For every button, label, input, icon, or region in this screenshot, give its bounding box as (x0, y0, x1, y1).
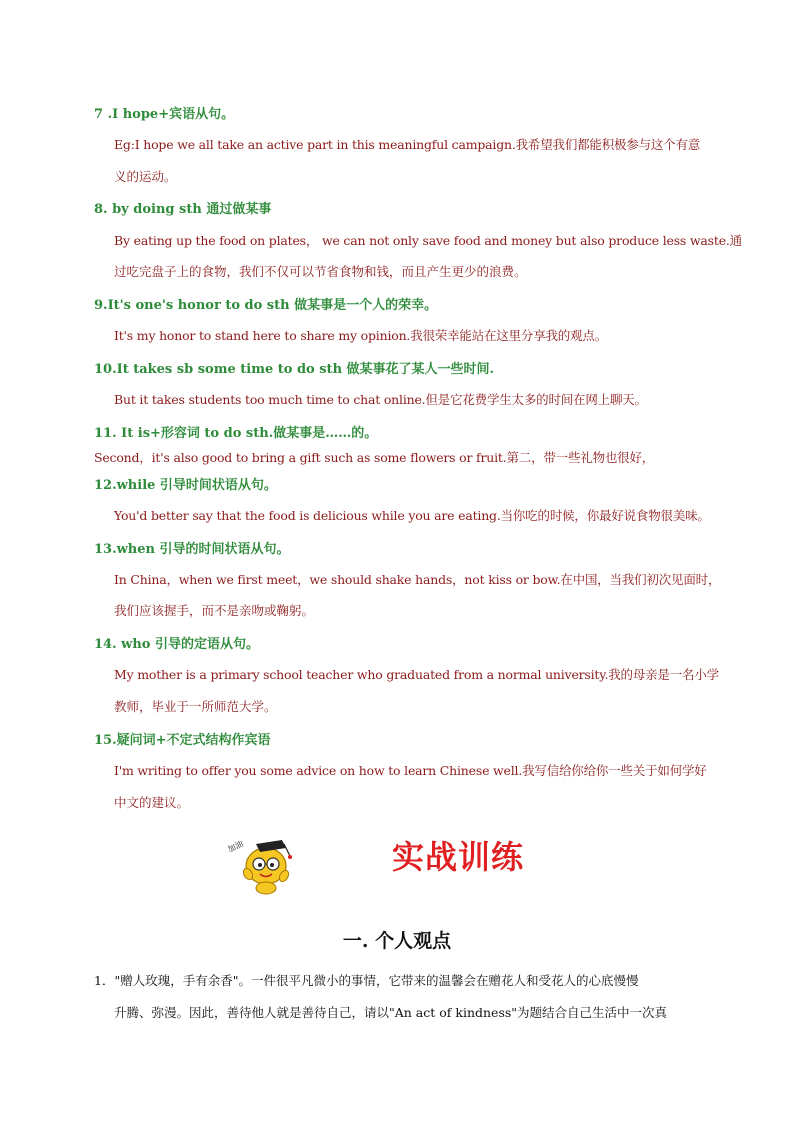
item-15-heading: 15.疑问词+不定式结构作宾语 (94, 733, 271, 748)
item-14-heading: 14. who 引导的定语从句。 (94, 637, 259, 652)
item-12-example-line-1: You'd better say that the food is delicious while you are eating.当你吃的时候，你最好说食物很美味。 (114, 508, 710, 523)
item-14-example-line-1: My mother is a primary school teacher who graduated from a normal university.我的母亲是一名小学 (114, 667, 719, 682)
item-13-example-line-1: In China，when we first meet，we should shake hands，not kiss or bow.在中国，当我们初次见面时， (114, 572, 721, 587)
item-9-heading: 9.It's one's honor to do sth 做某事是一个人的荣幸。 (94, 298, 438, 313)
question-1-line-1: 1．"赠人玫瑰，手有余香"。一件很平凡微小的事情，它带来的温馨会在赠花人和受花人的心底慢慢 (94, 973, 639, 988)
item-7-example-line-1: Eg:I hope we all take an active part in this meaningful campaign.我希望我们都能积极参与这个有意 (114, 137, 701, 152)
section-title: 一. 个人观点 (342, 930, 452, 952)
item-8-example-line-1: By eating up the food on plates， we can not only save food and money but also produce less waste.通 (114, 233, 742, 248)
item-11-example-line-1: Second，it's also good to bring a gift such as some flowers or fruit.第二，带一些礼物也很好， (94, 450, 655, 465)
item-8-example-line-2: 过吃完盘子上的食物，我们不仅可以节省食物和钱，而且产生更少的浪费。 (114, 264, 527, 279)
item-10-heading: 10.It takes sb some time to do sth 做某事花了某人一些时间. (94, 362, 495, 377)
item-13-heading: 13.when 引导的时间状语从句。 (94, 542, 290, 557)
practice-banner-title: 实战训练 (392, 838, 525, 876)
question-1-line-2: 升腾、弥漫。因此，善待他人就是善待自己，请以"An act of kindness"为题结合自己生活中一次真 (114, 1005, 668, 1020)
item-7-heading: 7 .I hope+宾语从句。 (94, 107, 235, 122)
mascot-text: 加油 (226, 839, 245, 855)
item-10-example-line-1: But it takes students too much time to chat online.但是它花费学生太多的时间在网上聊天。 (114, 392, 647, 407)
item-9-example-line-1: It's my honor to stand here to share my opinion.我很荣幸能站在这里分享我的观点。 (114, 328, 608, 343)
item-13-example-line-2: 我们应该握手，而不是亲吻或鞠躬。 (114, 603, 315, 618)
item-8-heading: 8. by doing sth 通过做某事 (94, 202, 272, 217)
item-11-heading: 11. It is+形容词 to do sth.做某事是……的。 (94, 426, 378, 441)
item-7-example-line-2: 义的运动。 (114, 169, 177, 184)
item-15-example-line-2: 中文的建议。 (114, 795, 190, 810)
item-14-example-line-2: 教师，毕业于一所师范大学。 (114, 699, 277, 714)
item-12-heading: 12.while 引导时间状语从句。 (94, 478, 277, 493)
mascot-illustration (226, 836, 300, 896)
item-15-example-line-1: I'm writing to offer you some advice on how to learn Chinese well.我写信给你给你一些关于如何学好 (114, 763, 707, 778)
